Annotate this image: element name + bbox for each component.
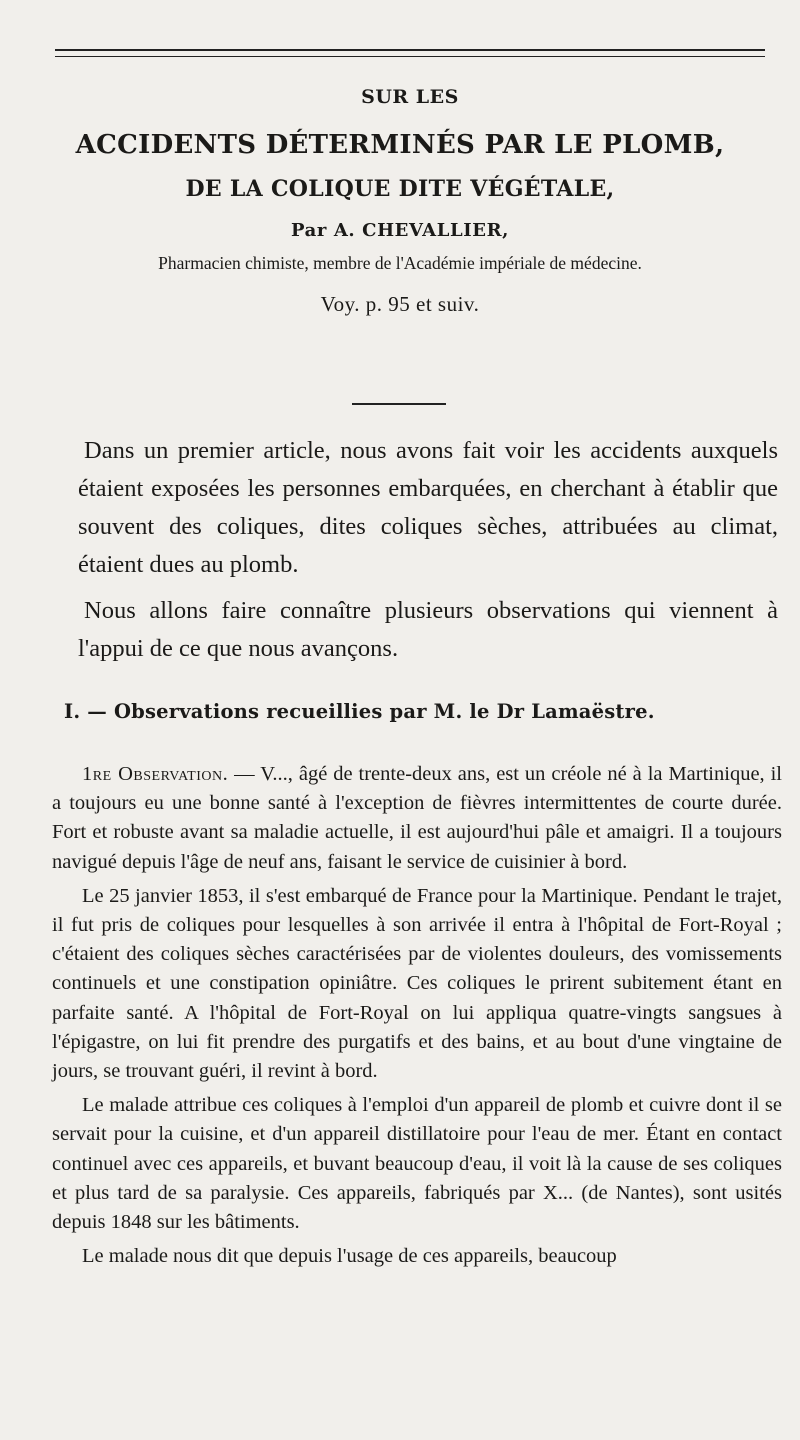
observation-label: 1re Observation. xyxy=(82,763,229,785)
article-header xyxy=(0,86,800,317)
author-byline: Par A. CHEVALLIER, xyxy=(290,220,510,241)
page-reference: Voy. p. 95 et suiv. xyxy=(320,292,480,316)
intro-paragraph-2: Nous allons faire connaître plusieurs observations qui viennent à l'appui de ce que nous avançons. xyxy=(78,597,778,662)
observation-paragraph-1-text: — V..., âgé de trente-deux ans, est un créole né à la Martinique, il a toujours eu une bonne santé à l'exception de fièvres intermittentes de courte durée. Fort et robuste avant sa maladie actuelle, il est aujourd'hui pâle et amaigri. Il a toujours navigué depuis l'âge de neuf ans, faisant le service de cuisinier à bord. xyxy=(52,763,783,873)
section-divider xyxy=(352,403,446,405)
top-rule xyxy=(55,49,765,51)
observation-text xyxy=(52,760,782,1276)
observation-paragraph-4: Le malade nous dit que depuis l'usage de ces appareils, beaucoup xyxy=(82,1245,617,1268)
intro-text xyxy=(78,432,778,676)
observation-paragraph-1 xyxy=(52,760,782,877)
article-subtitle: DE LA COLIQUE DITE VÉGÉTALE, xyxy=(185,176,615,202)
author-affiliation: Pharmacien chimiste, membre de l'Académie impériale de médecine. xyxy=(158,253,642,273)
top-rule-thin xyxy=(55,56,765,57)
observation-paragraph-2: Le 25 janvier 1853, il s'est embarqué de France pour la Martinique. Pendant le trajet, il fut pris de coliques pour lesquelles à son arrivée il entra à l'hôpital de Fort-Royal ; c'étaient des coliques sèches caractérisées par de violentes douleurs, des vomissements continuels et une constipation opiniâtre. Ces coliques le prirent subitement étant en parfaite santé. A l'hôpital de Fort-Royal on lui appliqua quatre-vingts sangsues à l'épigastre, on lui fit prendre des purgatifs et des bains, et au bout d'une vingtaine de jours, se trouvant guéri, il revint à bord. xyxy=(52,884,782,1083)
intro-paragraph-1: Dans un premier article, nous avons fait voir les accidents auxquels étaient exposées les personnes embarquées, en cherchant à établir que souvent des coliques, dites coliques sèches, attribuées au climat, étaient dues au plomb. xyxy=(78,437,778,578)
observation-paragraph-3: Le malade attribue ces coliques à l'emploi d'un appareil de plomb et cuivre dont il se servait pour la cuisine, et d'un appareil distillatoire pour l'eau de mer. Étant en contact continuel avec ces appareils, et buvant beaucoup d'eau, il voit là la cause de ses coliques et plus tard de sa paralysie. Ces appareils, fabriqués par X... (de Nantes), sont usités depuis 1848 sur les bâtiments. xyxy=(52,1094,782,1234)
kicker: SUR LES xyxy=(361,86,459,108)
article-title: ACCIDENTS DÉTERMINÉS PAR LE PLOMB, xyxy=(75,130,725,160)
section-heading: I. — Observations recueillies par M. le Dr Lamaëstre. xyxy=(64,700,655,723)
